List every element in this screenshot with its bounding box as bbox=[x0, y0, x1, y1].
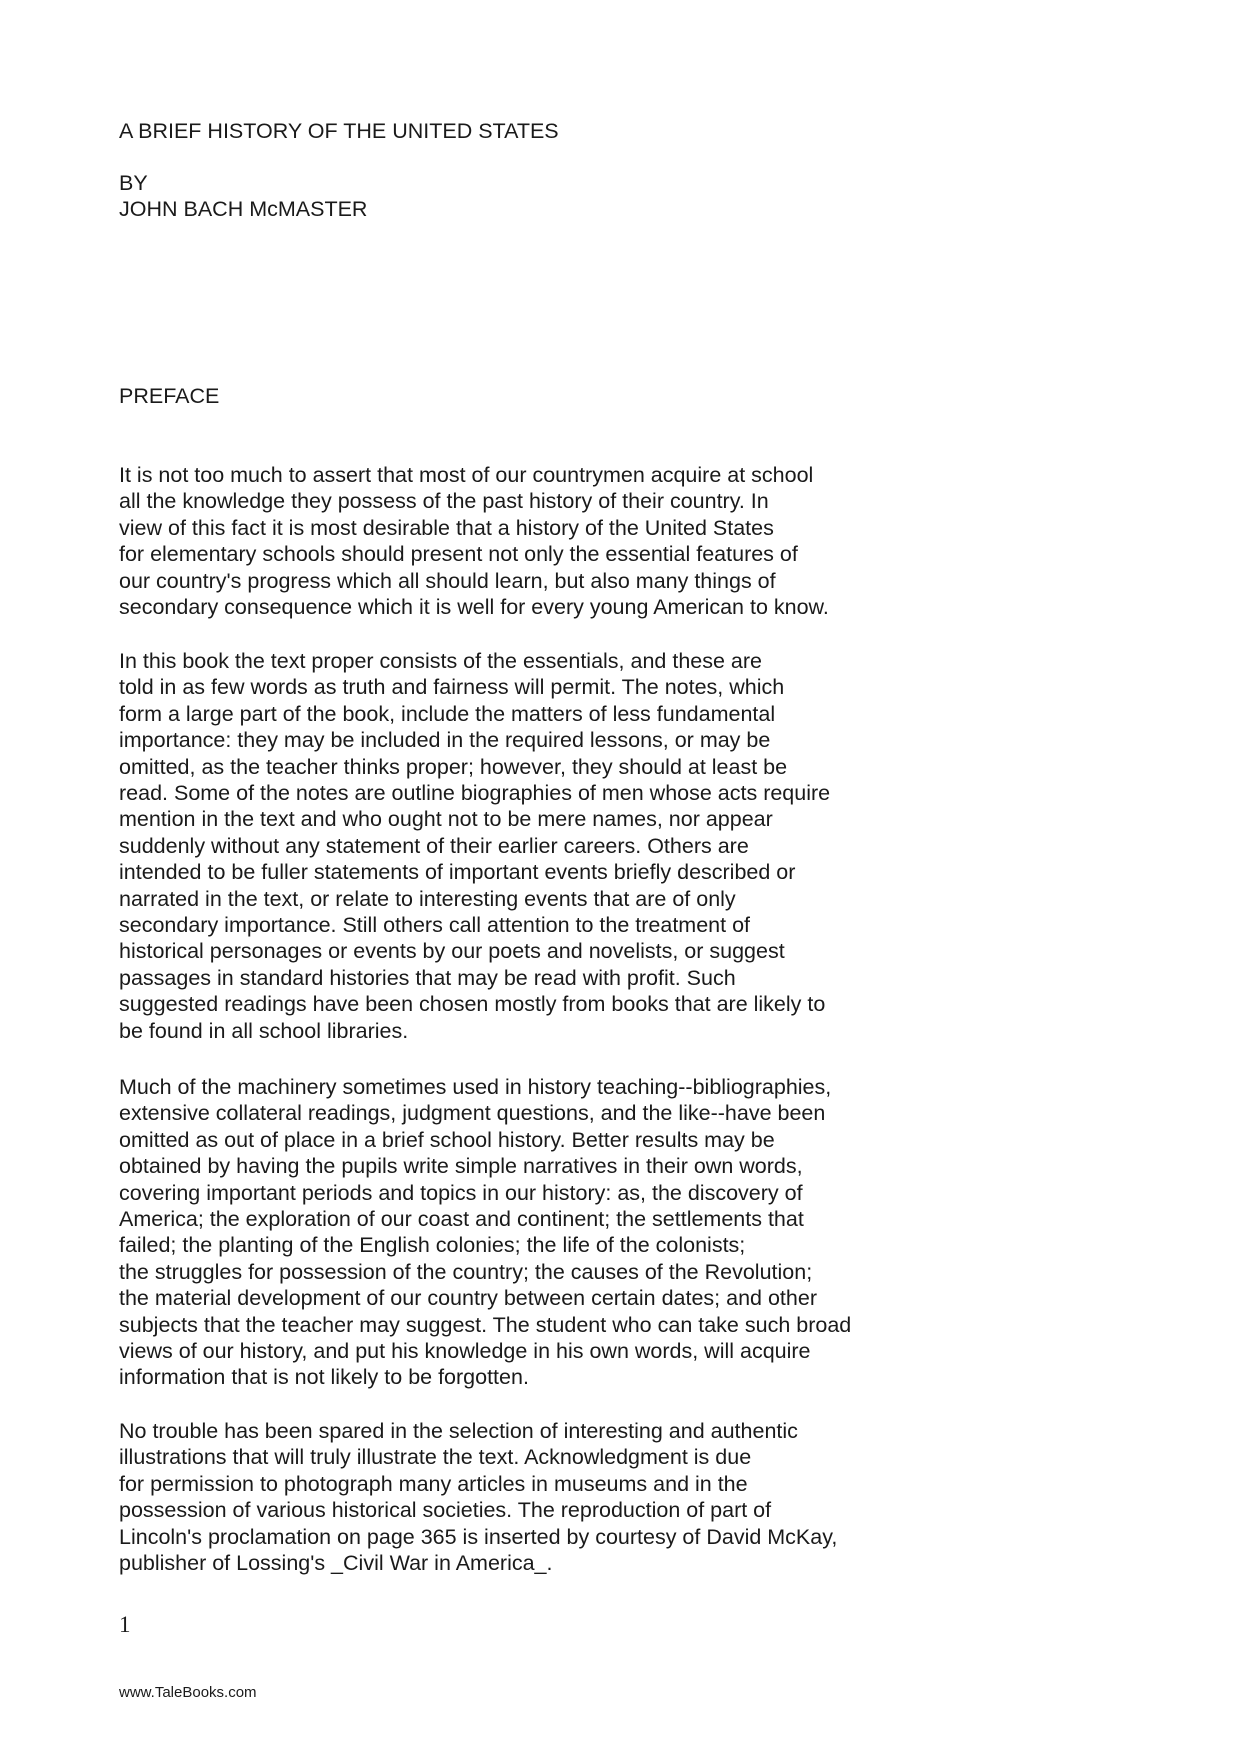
paragraph: In this book the text proper consists of the essentials, and these are told in as few words as truth and fairness will permit. The notes, which form a large part of the book, include the matters of less fundamental importance: they may be included in the required lessons, or may be omitted, as the teacher thinks proper; however, they should at least be read. Some of the notes are outline biographies of men whose acts require mention in the text and who ought not to be mere names, nor appear suddenly without any statement of their earlier careers. Others are intended to be fuller statements of important events briefly described or narrated in the text, or relate to interesting events that are of only secondary importance. Still others call attention to the treatment of historical personages or events by our poets and novelists, or suggest passages in standard histories that may be read with profit. Such suggested readings have been chosen mostly from books that are likely to be found in all school libraries. bbox=[119, 649, 831, 1043]
paragraph: No trouble has been spared in the selection of interesting and authentic illustrations that will truly illustrate the text. Acknowledgment is due for permission to photograph many articles in museums and in the possession of various historical societies. The reproduction of part of Lincoln's proclamation on page 365 is inserted by courtesy of David McKay, publisher of Lossing's _Civil War in America_. bbox=[119, 1419, 838, 1576]
page-number: 1 bbox=[119, 1612, 131, 1637]
book-title: A BRIEF HISTORY OF THE UNITED STATES bbox=[119, 119, 559, 143]
footer-url: www.TaleBooks.com bbox=[119, 1684, 257, 1701]
paragraph: Much of the machinery sometimes used in history teaching--bibliographies, extensive collateral readings, judgment questions, and the like--have been omitted as out of place in a brief school history. Better results may be obtained by having the pupils write simple narratives in their own words, covering important periods and topics in our history: as, the discovery of America; the exploration of our coast and continent; the settlements that failed; the planting of the English colonies; the life of the colonists; the struggles for possession of the country; the causes of the Revolution; the material development of our country between certain dates; and other subjects that the teacher may suggest. The student who can take such broad views of our history, and put his knowledge in his own words, will acquire information that is not likely to be forgotten. bbox=[119, 1075, 852, 1390]
paragraph: It is not too much to assert that most of our countrymen acquire at school all the knowledge they possess of the past history of their country. In view of this fact it is most desirable that a history of the United States for elementary schools should present not only the essential features of our country's progress which all should learn, but also many things of secondary consequence which it is well for every young American to know. bbox=[119, 463, 829, 620]
author-byline: BY JOHN BACH McMASTER bbox=[119, 171, 368, 222]
section-heading: PREFACE bbox=[119, 384, 220, 408]
